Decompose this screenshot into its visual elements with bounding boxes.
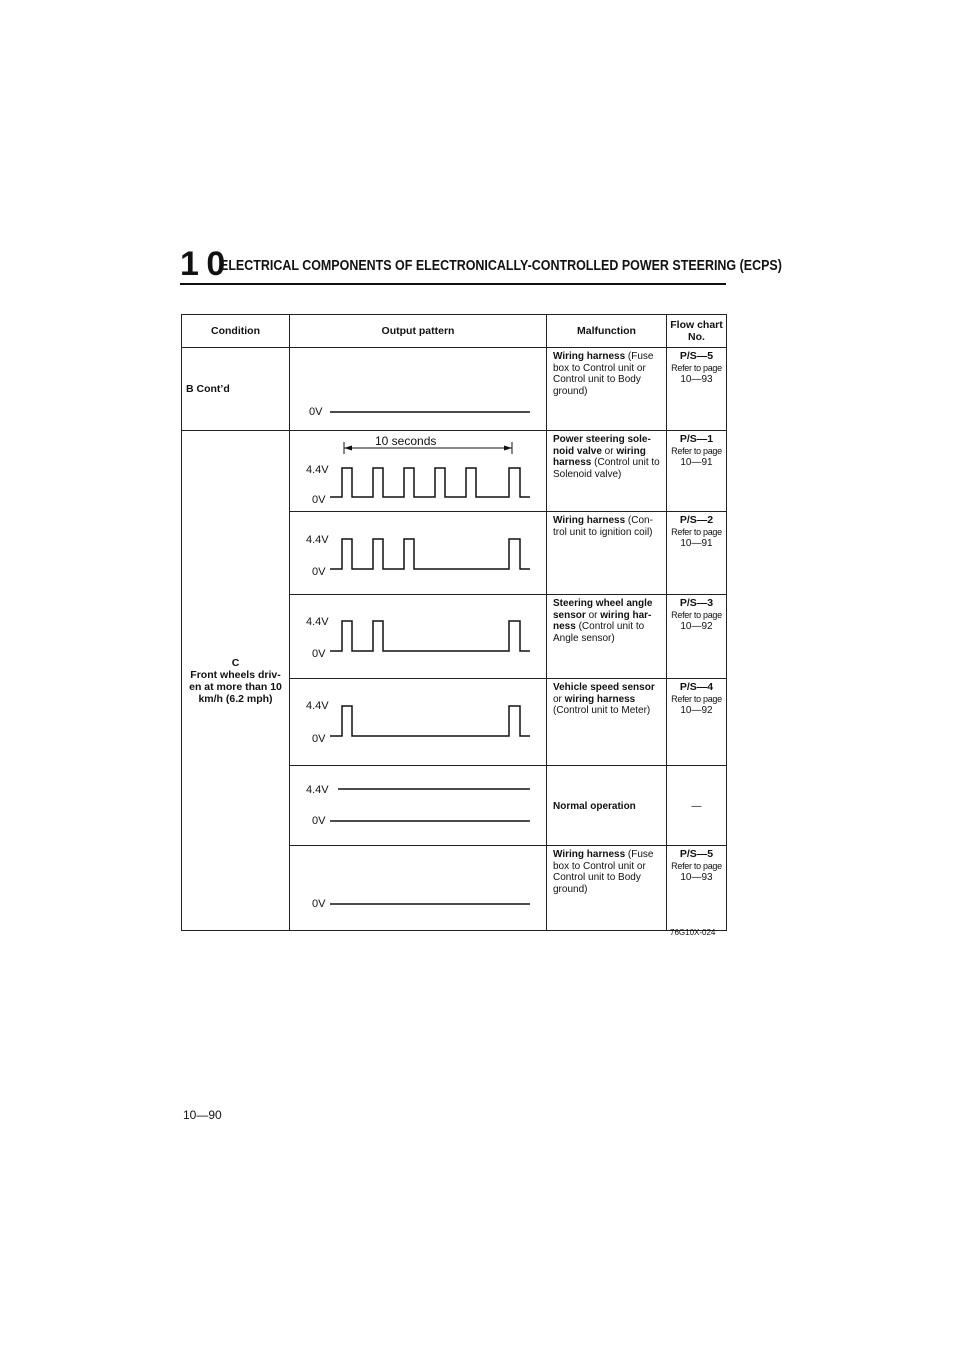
col-output-pattern: Output pattern <box>290 315 547 348</box>
output-pattern-c2 <box>290 512 547 595</box>
page-number: 10—90 <box>183 1108 222 1122</box>
output-pattern-b <box>290 348 547 431</box>
waveform-flat-0v <box>290 846 547 930</box>
section-title: ELECTRICAL COMPONENTS OF ELECTRONICALLY-CONTROLLED POWER STEERING (ECPS) <box>220 258 782 274</box>
flowchart-code: P/S—4 <box>679 681 714 693</box>
malfunction-b: Wiring harness (Fuse box to Control unit or Control unit to Body ground) <box>547 348 667 431</box>
label-0v: 0V <box>312 815 326 827</box>
waveform-p-s-1 <box>290 431 547 511</box>
output-pattern-c5 <box>290 766 547 846</box>
flowchart-c2 <box>667 512 727 595</box>
section-number: 1 0 <box>180 245 225 283</box>
label-0v: 0V <box>312 898 326 910</box>
output-pattern-c1 <box>290 431 547 512</box>
waveform-p-s-4 <box>290 679 547 765</box>
flowchart-code: P/S—1 <box>679 433 714 445</box>
col-flow-chart <box>667 315 727 348</box>
col-flow-chart-line1: Flow chart <box>670 319 723 331</box>
malfunction-c6: Wiring harness (Fuse box to Control unit or Control unit to Body ground) <box>547 846 667 931</box>
condition-c: C Front wheels driv- en at more than 10 km/h (6.2 mph) <box>182 431 290 931</box>
flowchart-b <box>667 348 727 431</box>
table-row <box>182 431 727 512</box>
label-4-4v: 4.4V <box>306 784 329 796</box>
col-malfunction: Malfunction <box>547 315 667 348</box>
condition-b: B Cont’d <box>182 348 290 431</box>
col-condition: Condition <box>182 315 290 348</box>
flowchart-code: P/S—5 <box>679 848 714 860</box>
malfunction-c5: Normal operation <box>547 766 667 846</box>
signal-line <box>330 706 530 736</box>
refer-page: 10—93 <box>680 374 713 385</box>
waveform-normal <box>290 766 547 845</box>
malfunction-c3: Steering wheel angle sensor or wiring har-ness (Control unit to Angle sensor) <box>547 595 667 679</box>
flowchart-c6 <box>667 846 727 931</box>
refer-label: Refer to page <box>671 362 722 373</box>
flowchart-code: — <box>691 801 702 813</box>
output-pattern-c3 <box>290 595 547 679</box>
col-flow-chart-line2: No. <box>688 331 705 343</box>
figure-code: 76G10X-024 <box>670 928 716 937</box>
waveform-p-s-2 <box>290 512 547 594</box>
label-4-4v: 4.4V <box>306 616 329 628</box>
table-row <box>182 348 727 431</box>
flowchart-code: P/S—3 <box>679 597 714 609</box>
label-4-4v: 4.4V <box>306 464 329 476</box>
interval-label: 10 seconds <box>375 434 437 448</box>
label-4-4v: 4.4V <box>306 534 329 546</box>
refer-label: Refer to page <box>671 445 722 456</box>
label-0v: 0V <box>309 406 323 418</box>
page-header <box>180 245 782 286</box>
flowchart-c5 <box>667 766 727 846</box>
label-4-4v: 4.4V <box>306 700 329 712</box>
waveform-flat-0v <box>290 348 547 430</box>
table-header-row <box>182 315 727 348</box>
malfunction-c4: Vehicle speed sensor or wiring harness (Control unit to Meter) <box>547 679 667 766</box>
flowchart-c4 <box>667 679 727 766</box>
refer-page: 10—93 <box>680 872 713 883</box>
label-0v: 0V <box>312 494 326 506</box>
flowchart-code: P/S—5 <box>679 350 714 362</box>
label-0v: 0V <box>312 566 326 578</box>
diagnosis-table <box>181 314 727 931</box>
refer-page: 10—92 <box>680 705 713 716</box>
malfunction-c2: Wiring harness (Con-trol unit to ignition coil) <box>547 512 667 595</box>
refer-page: 10—91 <box>680 457 713 468</box>
waveform-p-s-3 <box>290 595 547 678</box>
refer-label: Refer to page <box>671 609 722 620</box>
refer-label: Refer to page <box>671 693 722 704</box>
signal-line <box>330 621 530 651</box>
label-0v: 0V <box>312 648 326 660</box>
refer-page: 10—92 <box>680 621 713 632</box>
output-pattern-c6 <box>290 846 547 931</box>
malfunction-c1: Power steering sole-noid valve or wiring harness (Control unit to Solenoid valve) <box>547 431 667 512</box>
flowchart-c3 <box>667 595 727 679</box>
signal-line <box>330 468 530 497</box>
flowchart-c1 <box>667 431 727 512</box>
signal-line <box>330 539 530 569</box>
flowchart-code: P/S—2 <box>679 514 714 526</box>
label-0v: 0V <box>312 733 326 745</box>
refer-page: 10—91 <box>680 538 713 549</box>
header-rule <box>180 283 726 285</box>
refer-label: Refer to page <box>671 860 722 871</box>
output-pattern-c4 <box>290 679 547 766</box>
refer-label: Refer to page <box>671 526 722 537</box>
